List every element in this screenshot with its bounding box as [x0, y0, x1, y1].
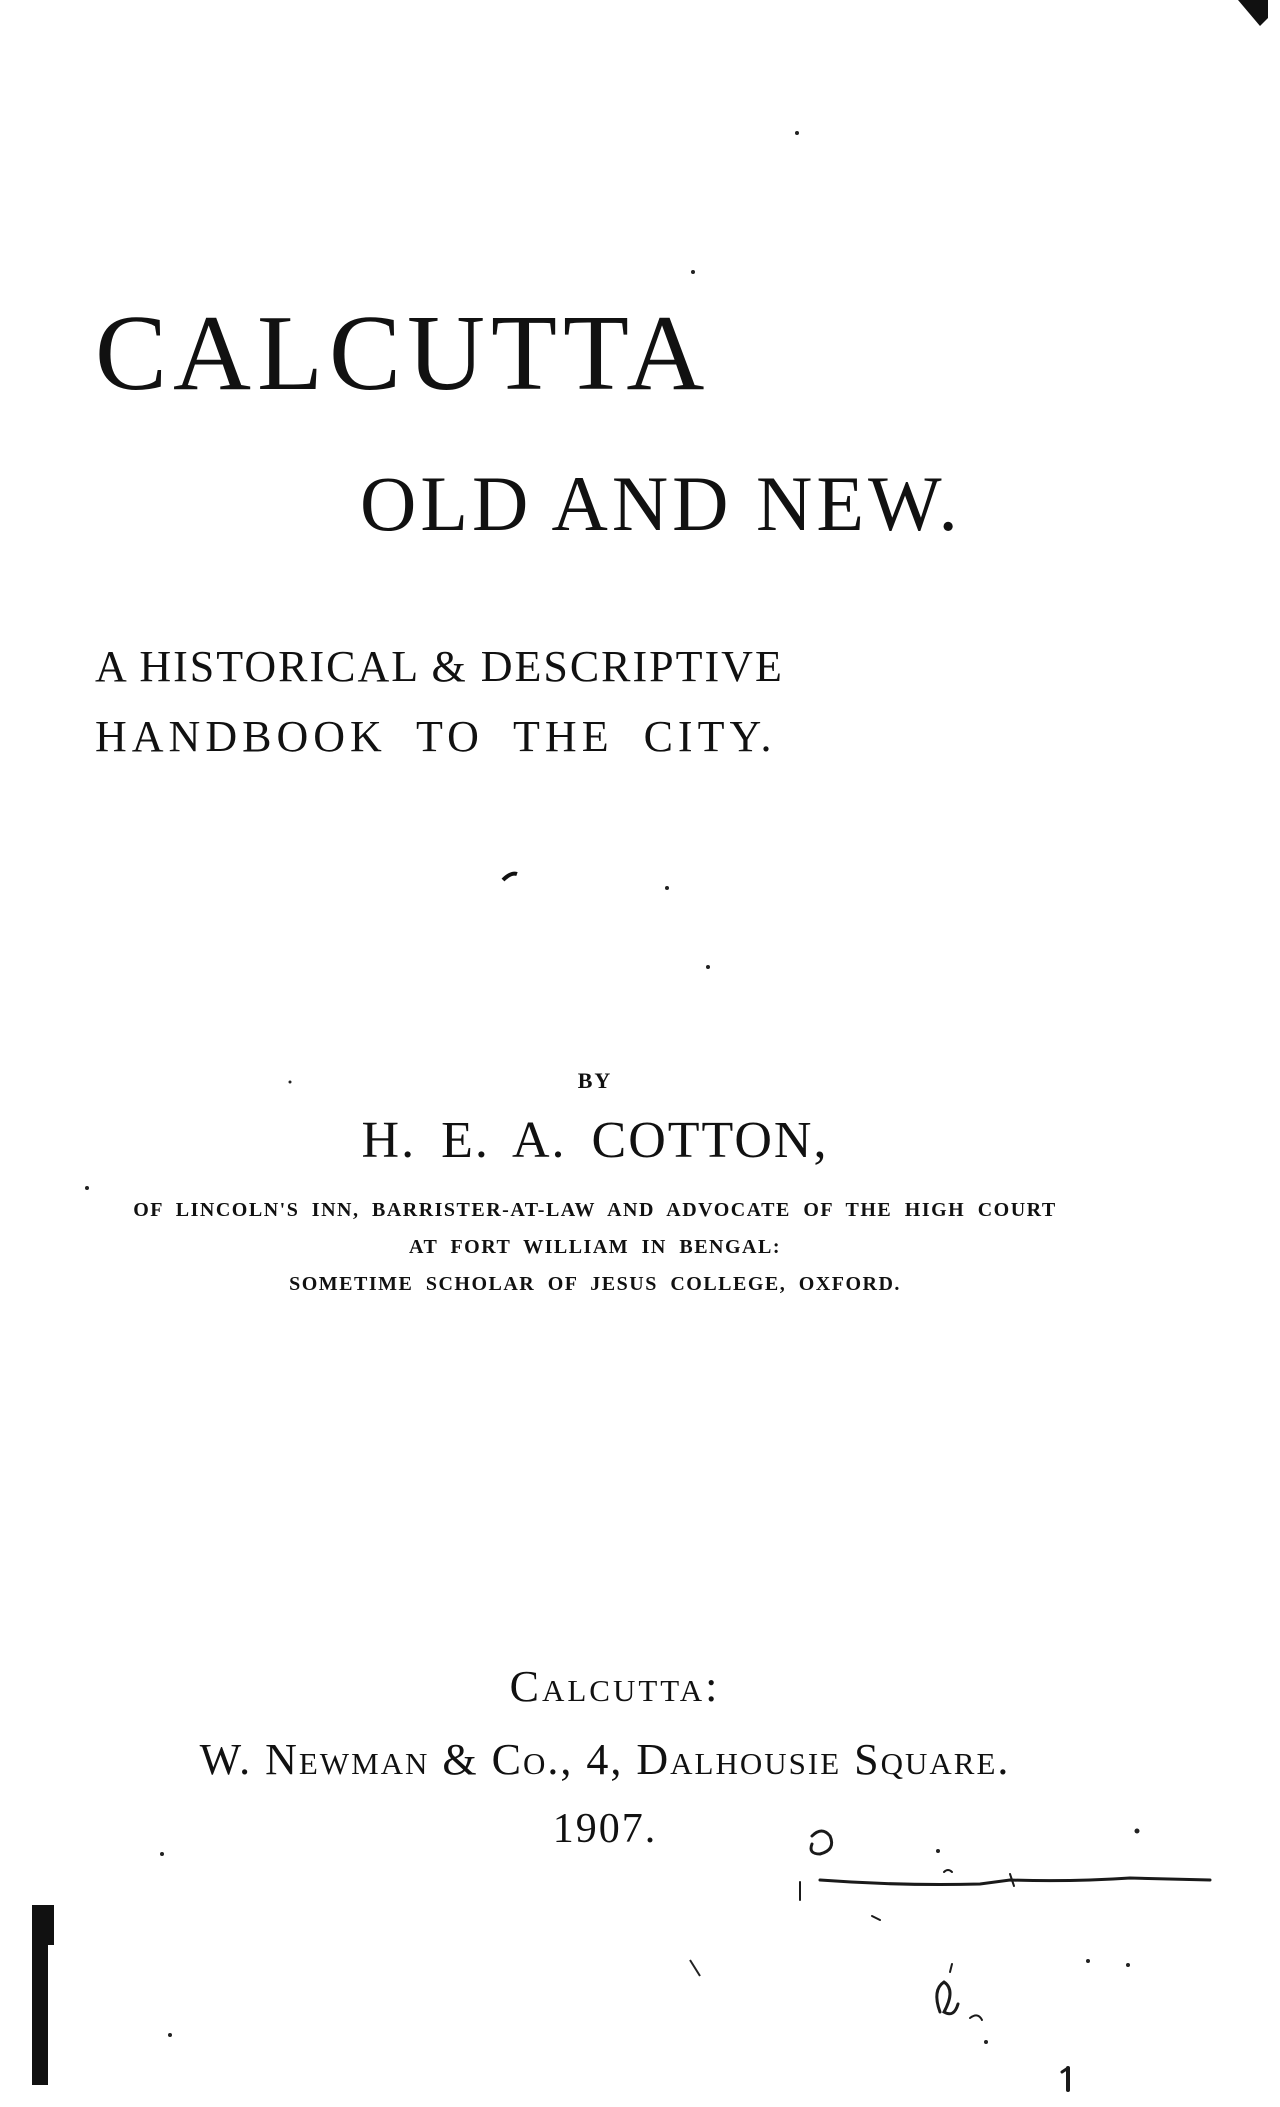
book-title: CALCUTTA: [95, 294, 711, 413]
book-subtitle: OLD AND NEW.: [360, 460, 962, 547]
imprint-year: 1907.: [552, 1806, 658, 1852]
corner-mark: [1238, 0, 1268, 26]
handwritten-signature: [800, 1831, 1210, 2090]
author-credentials-line-3: SOMETIME SCHOLAR OF JESUS COLLEGE, OXFORD.: [289, 1273, 901, 1295]
author-name: H. E. A. COTTON,: [361, 1112, 829, 1169]
binding-edge-mark-top: [32, 1905, 54, 1945]
author-credentials-line-2: AT FORT WILLIAM IN BENGAL:: [409, 1236, 781, 1258]
dust-specks: [85, 131, 1140, 2044]
imprint-publisher: W. Newman & Co., 4, Dalhousie Square.: [199, 1735, 1011, 1784]
description-line-2: HANDBOOK TO THE CITY.: [95, 712, 777, 761]
description-line-1: A HISTORICAL & DESCRIPTIVE: [95, 642, 784, 691]
author-credentials-line-1: OF LINCOLN'S INN, BARRISTER-AT-LAW AND ADVOCATE OF THE HIGH COURT: [133, 1199, 1057, 1221]
imprint-city: Calcutta:: [509, 1662, 721, 1711]
by-label: BY: [577, 1068, 613, 1093]
